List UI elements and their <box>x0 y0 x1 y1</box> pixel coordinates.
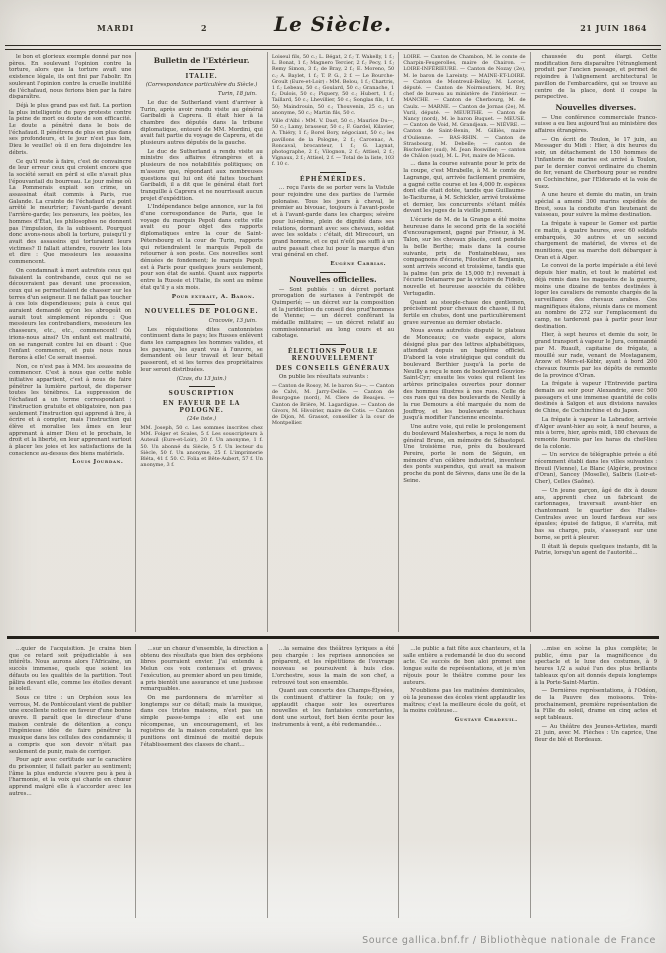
article-paragraph: Quant au steeple-chase des gentlemen, précisément pour chevaux de chasse, il fut fertile en chutes, dont une particulièrement grave survenue au dernier obstacle. <box>403 299 526 326</box>
section-heading: Nouvelles officielles. <box>289 274 377 284</box>
article-paragraph: La frégate à vapeur le Gomer est partie ce matin, à quatre heures, avec 60 soldats embarqués, 30 autres et un second chargement de matériel, de vivres et de munitions, que sa marche doit débarquer à Oran et à Alger. <box>534 221 658 261</box>
article-paragraph: La frégate à vapeur l'Entrevide partira demain au soir pour Alexandrie, avec 500 passagers et une immense quantité de colis destinés à Saïgon et aux divisions navales de Chine, de Cochinchine et du Japon. <box>534 381 658 415</box>
feuilleton-column-2 <box>135 644 266 918</box>
article-subheading: SOUSCRIPTION <box>168 390 235 398</box>
article-paragraph: Déjà le plus grand pas est fait. La portion la plus intelligente du pays proteste contre la peine de mort ou doute de son efficacité. Le doute a pénétré dans le bois de l'échafaud. Il pénétrera de plus en plus dans ses profondeurs, et le jour n'est pas loin, Dieu le veuille! où il en fera disjoindre les débris. <box>9 102 132 156</box>
feuilleton-column-4 <box>398 644 529 918</box>
feuilleton-column-5 <box>530 644 661 918</box>
article-paragraph: Il était là depuis quelques instants, dit la Patrie, lorsqu'un agent de l'autorité… <box>534 543 658 557</box>
article-paragraph: le bon et glorieux exemple donné par nos pères. En soulevant l'opinion contre la torture, alors que la torture avait une existence légale, ils ont fini par l'abolir. En soulevant l'opinion contre la cruelle inutilité de l'échafaud, nous ferions bien par la faire disparaître. <box>9 54 132 101</box>
watermark-text: Source gallica.bnf.fr / Bibliothèque nationale de France <box>362 934 656 946</box>
article-paragraph: …la semaine des théâtres lyriques a été peu chargée : les reprises annoncées se préparent, et les répétitions de l'ouvrage nouveau se poursuivent à huis clos. L'orchestre, sous la main de son chef, a retrouvé tout son ensemble. <box>271 646 395 686</box>
header-rule <box>5 45 661 50</box>
article-paragraph: Nous avons autrefois disputé le plateau de Monceaux; ce vaste espace, alors désigné plus par des lettres alphabétiques, attendait depuis un baptême officiel. D'abord la voie stratégique qui conduit du boulevard Berthier jusqu'à la porte de Neuilly a reçu le nom de boulevard Gouvion-Saint-Cyr; ensuite les voies qui relient les artères principales ouvertes pour donner des hommes illustres à nos rues. Celle de ces rues qui va des boulevards de Neuilly à la rue Demours a été marquée du nom de Jouffroy, et les boulevards maréchaux jusqu'à modifier l'ancienne enceinte. <box>403 328 526 422</box>
article-subheading: ÉPHÉMÉRIDES. <box>299 175 367 183</box>
article-subheading: DES CONSEILS GÉNÉRAUX <box>275 364 391 372</box>
article-paragraph: Le duc de Sutherland vient d'arriver à Turin, après avoir rendu visite au général Garibaldi à Caprera. Il était hier à la chambre des députés dans la tribune diplomatique, entouré de MM. Mordini, qui avait fait partie du voyage de Caprera, et de plusieurs autres députés de la gauche. <box>140 99 263 147</box>
day-label: MARDI <box>97 23 135 33</box>
article-paragraph: L'écurie de M. de la Grange a été moins heureuse dans le second prix de la société d'encouragement, gagné par Friseur, à M. Talon, sur les chevaux placés, cent pendule la belle Berthe; mais dans la course suivante, prix de Fontainebleau, ses compagnons d'écurie, Filoutier et Benjamin, sont arrivés second et troisième, tandis que la palme (un prix de 15,000 fr.) revenait à l'écurie Delamarre par la victoire de Fidelio, nouvelle et heureuse associée du célèbre Vertugadin. <box>403 217 526 297</box>
article-paragraph: — Un service de télégraphie privée a été récemment établi dans les villes suivantes : Breuil (Vienne), Le Blanc (Algérie, province d'Oran), Sancey (Moselle), Salbris (Loir-et-Cher), Celles (Saône). <box>534 452 658 486</box>
article-paragraph: …quier de l'acquisition. Je crains bien que ce retard soit préjudiciable à ses intérêts. Nous aurons alors l'Africaine, un succès immense, quels que soient les défauts ou les qualités de la partition. Tout pâlira devant elle, comme les étoiles devant le soleil. <box>9 646 132 693</box>
article-paragraph: Les réquisitions dites cantonnistes continuent dans le pays; les Russes enlèvent dans les campagnes les hommes valides, et les paysans, les ayant vus à l'œuvre, se demandent où leur travail et leur bétail passeront, et si les terres des propriétaires leur seront distribuées. <box>140 326 263 373</box>
section-heading: Bulletin de l'Extérieur. <box>153 56 250 65</box>
article-paragraph: — On écrit de Toulon, le 17 juin, au Messager du Midi : Hier, à dix heures du soir, un détachement de 150 hommes de l'infanterie de marine est arrivé à Toulon, par le dernier convoi ordinaire du chemin de fer, venant de Cherbourg pour se rendre en Cochinchine, par l'Eldorado et la voie de Suez. <box>534 136 658 190</box>
article-paragraph: On me pardonnera de m'arrêter si longtemps sur ce détail; mais la musique, dans ces tristes maisons, n'est pas un simple passe-temps : elle est une récompense, un encouragement, et les registres de la maison constatent que les punitions ont diminué de moitié depuis l'établissement des classes de chant… <box>140 694 263 748</box>
column-4 <box>398 52 529 632</box>
article-paragraph: Une autre voie, qui relie le prolongement du boulevard Malesherbes, a reçu le nom du général Brune, en mémoire de Sébastopol. Une troisième rue, près du boulevard Pereire, porte le nom de Séguin, en mémoire d'un célèbre industriel, inventeur des ponts suspendus, qui avait sa maison proche du pont de Sèvres, dans une île de la Seine. <box>403 424 526 484</box>
feuilleton-separator-rule <box>7 636 659 639</box>
article-paragraph: … dans la course suivante pour le prix de la coupe, c'est Mirabelle, à M. le comte de Lagrange, qui, arrivée facilement première, a gagné cette course et les 4,000 fr. espèces dont elle était dotée, tandis que Guillaume-le-Taciturne, à M. Schickler, arrivé troisième et dernier, les concurrents s'étant mêlés devant les juges de la vieille jument. <box>403 161 526 215</box>
article-paragraph: Hier, à sept heures et demie du soir, le grand transport à vapeur le Jura, commandé par M. Ruault, capitaine de frégate, a mouillé sur rade, venant de Mostaganem, Arzew et Mers-el-Kébir, ayant à bord 200 chevaux fournis par les dépôts de remonte de la province d'Oran. <box>534 332 658 379</box>
results-list: Loiseul fils, 50 c.; L. Bégat, 2 f.; T. Wakelly, 1 f.; L. Bonat, 1 f.; Magnero Tercier, 2 f.; Pecy, 1 f.; Remy Simon, 3 f.; de Bray, 2 f.; E. Moreno, 50 c.; A. Baylet, 1 f.; T. P. G., 2 f. — Le Bourche-Groult (Eure-et-Loir) : MM. Belou, 1 f.; Chartris, 1 f.; Lebeau, 50 c.; Goulard, 50 c.; Granache, 1 f.; Dulois, 50 c.; Piquery, 50 c.; Hubert, 1 f.; Taillard, 50 c.; Lhevillier, 50 c.; Songlas fils, 1 f. 50; Maindrouin, 50 c.; Thouvenin, 25 c.; un anonyme, 50 c.; Martin fils, 50 c. <box>271 54 395 116</box>
article-paragraph: — Dernières représentations, à l'Odéon, de la Pauvre des moissons. Très-prochainement, première représentation de la Fille du soleil, drame en cinq actes et sept tableaux. <box>534 688 658 722</box>
article-paragraph: Non, ce n'est pas à MM. les assassins de commencer. C'est à nous que cette noble initiative appartient, c'est à nous de faire pénétrer la lumière partout, de disperser toutes les ténèbres. La suppression de l'échafaud a un terme correspondant : l'instruction gratuite et obligatoire, non pas seulement l'instruction qui apprend à lire, à écrire et à compter, mais l'instruction qui élève et moralise les âmes en leur apprenant à aimer Dieu et le prochain, le droit et la liberté, en leur apprenant surtout à placer les joies et les satisfactions de la conscience au-dessus des biens matériels. <box>9 363 132 457</box>
article-paragraph: Le convoi de la porte impériale a été levé depuis hier matin, et tout le matériel est déjà remis dans les magasins de la guerre, moins une dizaine de tentes destinées à loger les cavaliers de remonte chargés de la surveillance des chevaux arabes. Ces magnifiques étalons, réunis dans ce moment au nombre de 272 sur l'emplacement du camp, ne tarderont pas à partir pour leur destination. <box>534 263 658 330</box>
article-paragraph: …mise en scène la plus complète; le public, ému par la magnificence du spectacle et le luxe des costumes, à 9 heures 1/2 a salué l'un des plus brillants tableaux qu'on ait donnés depuis longtemps à la Porte-Saint-Martin. <box>534 646 658 686</box>
article-paragraph: On condamnait à mort autrefois ceux qui faisaient la contrebande, ceux qui ne se découvraient pas devant une procession, ceux qui se permettaient de chasser sur les terres d'un seigneur. Il ne fallait pas toucher à ces lois dispendieuses; puis à ceux qui auraient demandé qu'on les abrogeât on aurait tout simplement répondu : Que messieurs les contrebandiers, messieurs les chasseurs, etc., etc., commencent! Où irions-nous ainsi? Un enfant est maltraité, on se rangerait contre lui en disant : Que l'enfant commence, et puis nous nous fierons à elle! Ce serait insensé. <box>9 267 132 361</box>
column-3 <box>267 52 398 632</box>
article-note: (Correspondance particulière du Siècle.) <box>145 82 258 89</box>
column-1 <box>5 52 135 632</box>
article-paragraph: chaussée du pont élargi. Cette modification fera disparaître l'étranglement produit par l'ancien passage, et permet de rejoindre à l'alignement architectural le pavillon de l'embarcadère, qui se trouve au centre de la place, dont il coupe la perspective. <box>534 54 658 101</box>
section-heading: Nouvelles diverses. <box>555 102 637 112</box>
article-paragraph: La frégate à vapeur la Labrador, arrivée d'Alger avant-hier au soir, à neuf heures, a mis à terre, hier, après midi, 180 chevaux de remonte fournis par les haras du chef-lieu de la colonie. <box>534 416 658 450</box>
article-subheading: EN FAVEUR DE LA POLOGNE. <box>162 399 241 414</box>
article-paragraph: — Au théâtre des Jeunes-Artistes, mardi 21 juin, avec M. Flèches : Un caprice, Une fleur de blé et Bordeaux. <box>534 723 658 744</box>
article-paragraph: Quant aux concerts des Champs-Élysées, ils continuent d'attirer la foule; on y applaudit chaque soir les ouvertures nouvelles et les fantaisies concertantes, dont une surtout, fort bien écrite pour les instruments à vent, a été redemandée… <box>271 688 395 728</box>
article-paragraph: …sur un chœur d'ensemble, la direction a obtenu des résultats que bien des orphéons libres pourraient envier. J'ai entendu à Melun ces voix contenues et graves; l'exécution, au premier abord un peu timide, a pris bientôt une assurance et une justesse remarquables. <box>140 646 263 693</box>
dateline: Cracovie, 13 juin. <box>208 317 257 324</box>
author-signature: Gustave Chadeuil. <box>454 717 518 724</box>
article-paragraph: Sous ce titre : un Orphéon sous les verrous, M. de Pontécoulant vient de publier une excellente notice en faveur d'une bonne œuvre. Il paraît que le directeur d'une maison centrale de détention a conçu l'ingénieuse idée de faire pénétrer la musique dans les cellules des condamnés; il a compris que son devoir n'était pas seulement de punir, mais de corriger. <box>9 694 132 755</box>
article-paragraph: … reçu l'avis de se porter vers la Vistule pour rejoindre une des parties de l'armée polonaise. Tous les jours à cheval, le premier au bivouac, toujours à l'avant-poste et à l'avant-garde dans les charges; sévère pour lui-même, plein de dignité dans ses relations, dormant avec ses chevaux, soldat avec les soldats : c'était, dit Mirecourt, un grand homme, et ce qui n'eût pas suffi à un autre passait chez lui pour la marque d'un vrai général en chef. <box>271 185 395 259</box>
top-section <box>5 52 661 632</box>
article-note: (Czas, du 13 juin.) <box>176 375 227 382</box>
article-paragraph: L'Indépendance belge annonce, sur la foi d'une correspondance de Paris, que le voyage du marquis Pepoli dans cette ville avait eu pour objet des rapports diplomatiques entre la cour de Saint-Pétersbourg et la cour de Turin, rapports qui retiendraient le marquis Pepoli de retourner à son poste. Ces nouvelles sont dénuées de fondement; le marquis Pepoli est à Paris pour quelques jours seulement, pour son état de santé. Quant aux rapports entre la Russie et l'Italie, ils sont au même état qu'il y a six mois. <box>140 204 263 291</box>
feuilleton-section <box>5 644 661 918</box>
article-paragraph: On publie les résultats suivants : <box>278 374 369 381</box>
author-signature: Louis Jourdan. <box>72 459 124 466</box>
article-subheading: ITALIE. <box>185 72 218 80</box>
article-paragraph: N'oublions pas les matinées dominicales, où la jeunesse des écoles vient applaudir les maîtres; c'est la meilleure école du goût, et la moins coûteuse… <box>403 688 526 715</box>
issue-date: 21 JUIN 1864 <box>580 23 647 33</box>
author-signature: Pour extrait, A. Baron. <box>171 293 255 300</box>
results-list: MM. Joseph, 50 c. Les sommes inscrites chez MM. Folger et Scales, 5 f. Les souscripteurs à Auteuil (Eure-et-Loir), 20 f. Un anonyme, 1 f. 50. Un abonné du Siècle, 5 f. Un lecteur du Siècle, 50 f. Un anonyme, 25 f. L'imprimerie Bléta, 41 f. 50. C. Folia et Bête-Aubert, 57 f. Un anonyme, 3 f. <box>140 425 263 469</box>
gallica-watermark <box>0 927 666 953</box>
results-list: Ville d'Albi : MM. V. Dast, 50 c.; Maurice Du—, 50 c.; Lamy, brasseur, 50 c.; F. Gardel, Kilavier, A. Thiéry, 1 f.; Borel Bory, négociant, 50 c.; les pavillons de la Pologne, 2 f.; Carcenac, A. Roncaval, brocanteur, 1 f.; G. Laynat, photographe, 2 f.; Vilognon, 2 f.; Attisel, 2 f.; Vignaux, 2 f.; Attisel, 2 f. — Total de la liste, 103 f. 10 c. <box>271 118 395 168</box>
article-paragraph: …le public a fait fête aux chanteurs, et la salle entière a redemandé le duo du second acte. Ce succès de bon aloi promet une longue suite de représentations, et je m'en réjouis pour le théâtre comme pour les auteurs. <box>403 646 526 686</box>
article-paragraph: — Sont publiés : un décret portant prorogation de surtaxes à l'entrepôt de Quimperlé; — un décret sur la composition et la juridiction du conseil des prud'hommes de Vienne; — un décret conférant la médaille militaire; — un décret relatif au commissionnariat au long cours et au cabotage. <box>271 286 395 340</box>
section-divider <box>320 344 346 345</box>
newspaper-header <box>5 0 661 44</box>
results-list: — Canton de Rosoy, M. le baron Su—. — Canton de Calvi, M. Jarry-Delile. — Canton de Bourgogne (nord), M. Clere de Beaujeu. — Canton de Brière, M. Lagardigue. — Canton de Givors, M. Hivoirier, maire de Cotis. — Canton de Dijon, M. Grassot, conseiller à la cour de Montpellier. <box>271 382 395 427</box>
article-paragraph: — Une conférence commerciale franco-suisse a eu lieu aujourd'hui au ministère des affaires étrangères. <box>534 114 658 135</box>
section-divider <box>189 386 215 387</box>
page-number: 2 <box>201 23 207 33</box>
section-divider <box>189 69 215 70</box>
article-paragraph: — Un jeune garçon, âgé de dix à douze ans, apprenti chez un fabricant de cartonnages, traversait avant-hier en chantonnant le quartier des Halles-Centrales avec un lourd fardeau sur ses épaules; épuisé de fatigue, il s'arrêta, mit bas sa charge, puis, s'asseyant sur une borne, se prit à pleurer. <box>534 487 658 541</box>
section-divider <box>320 172 346 173</box>
article-note: (24e liste.) <box>186 416 217 423</box>
section-divider <box>320 272 346 273</box>
section-divider <box>189 304 215 305</box>
article-paragraph: Pour agir avec certitude sur le caractère du prisonnier, il fallait parler au sentiment; l'âme la plus endurcie s'ouvre peu à peu à l'harmonie, et la voix qui chante en chœur apprend malgré elle à s'accorder avec les autres… <box>9 757 132 797</box>
article-paragraph: Ce qu'il reste à faire, c'est de convaincre de leur erreur ceux qui croient encore que la société serait en péril si elle n'avait plus l'épouvantail du bourreau. Le jour même où La Pommerais expiait son crime, un assassinat était commis à Paris, rue Galande. La crainte de l'échafaud n'a point arrêté le meurtrier; l'avant-garde devant l'arrière-garde; les penseurs, les poètes, les hommes d'État, les philosophes ne donnent pas l'impulsion, ils la subissent. Pourquoi donc avons-nous aboli la torture, puisqu'il y avait des assassins qui torturaient leurs victimes? Il fallait attendre, rouvrir les lois et dire : Que messieurs les assassins commencent. <box>9 158 132 266</box>
results-list: LOIRE. — Canton de Chambon, M. le comte de Charpin-Feugerolles, maire de Chairon. — LOIRE-INFÉRIEURE. — Canton de Nozay (2e), M. le baron de Lareinty. — MAINE-ET-LOIRE. — Canton de Montreuil-Bellay, M. Lorcet, député. — Canton de Noirmoutiers, M. Bry, chef de bureau au ministère de l'intérieur. — MANCHE. — Canton de Cherbourg, M. de Caulx. — MARNE. — Canton de Jornas (2e), M. Vuril, député. — MEURTHE. — Canton de Nancy (nord), M. le baron Buquet. — MEUSE. — Canton de Void, M. Grandjean. — NIÈVRE. — Canton de Saint-Benin, M. Gilliès, maire d'Oulienne. — BAS-RHIN. — Canton de Strasbourg, M. Debelle; — canton de Bischwiller (sud), M. Jean Boswiller; — canton de Châlon (sud), M. L. Pot, maire de Mâcon. <box>403 54 526 160</box>
masthead-title: Le Siècle. <box>274 12 392 36</box>
feuilleton-column-1 <box>5 644 135 918</box>
author-signature: Eugène Carrias. <box>330 261 387 268</box>
article-subheading: ÉLECTIONS POUR LE RENOUVELLEMENT <box>287 348 379 362</box>
article-paragraph: A une heure et demie du matin, un train spécial a amené 300 marins expédiés de Brest, sous la conduite d'un lieutenant de vaisseau, pour suivre la même destination. <box>534 192 658 219</box>
article-paragraph: Le duc de Sutherland a rendu visite au ministre des affaires étrangères et à plusieurs de nos notabilités politiques; on m'assure que, répondant aux nombreuses questions qui lui ont été faites touchant Garibaldi, il a dit que le général était fort tranquille à Caprera et ne nourrissait aucun projet d'expédition. <box>140 148 263 202</box>
feuilleton-column-3 <box>267 644 398 918</box>
article-subheading: NOUVELLES DE POLOGNE. <box>144 308 259 316</box>
dateline: Turin, 18 juin. <box>217 91 257 98</box>
column-5 <box>530 52 661 632</box>
column-2 <box>135 52 266 632</box>
